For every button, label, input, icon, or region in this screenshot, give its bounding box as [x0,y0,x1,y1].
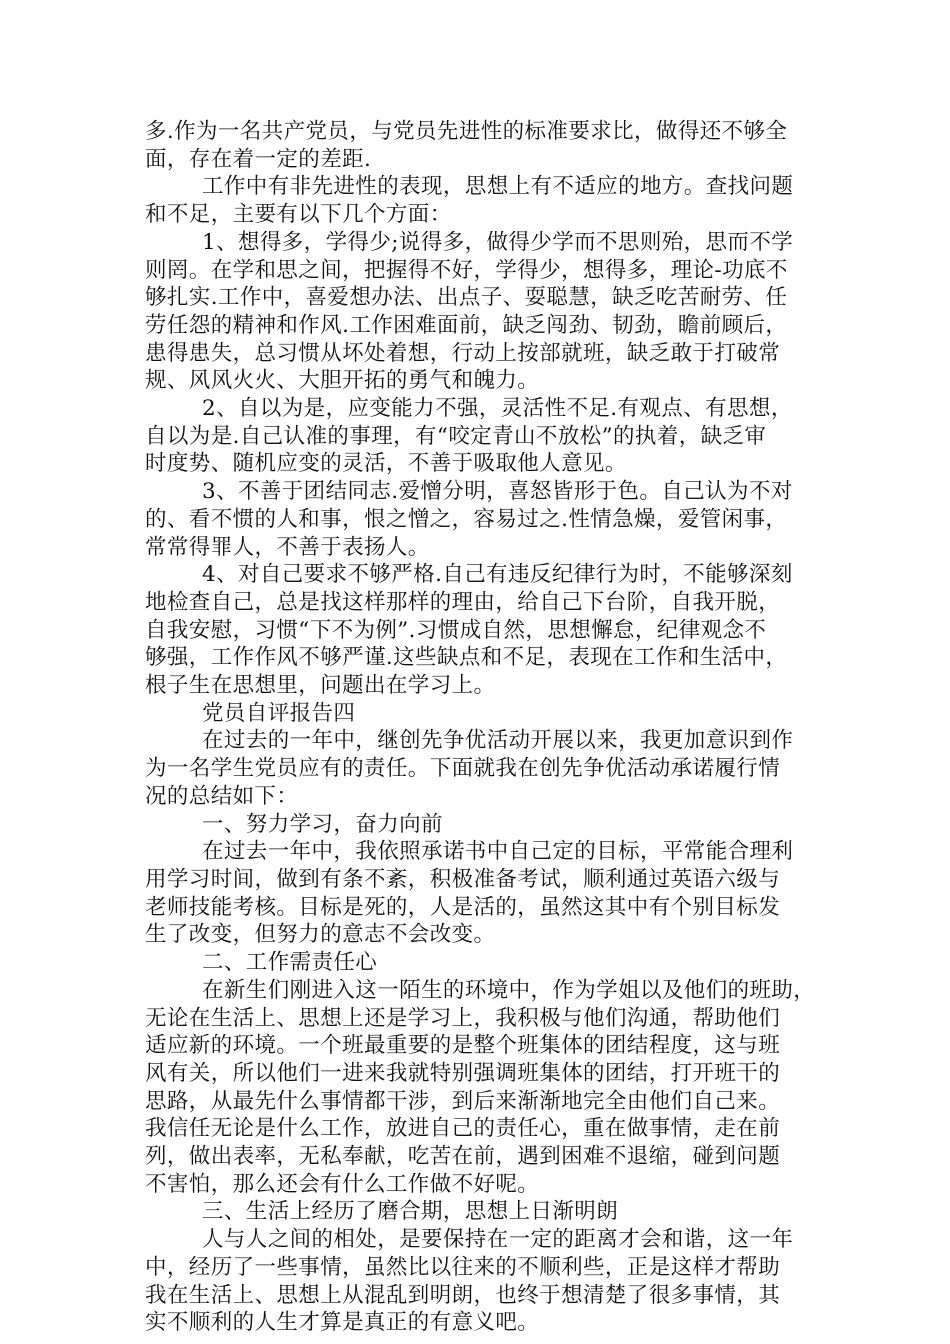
text-line: 老师技能考核。目标是死的，人是活的，虽然这其中有个别目标发 [145,894,781,920]
text-line: 思路，从最先什么事情都干涉，到后来渐渐地完全由他们自己来。 [145,1088,781,1114]
text-line: 不害怕，那么还会有什么工作做不好呢。 [145,1171,540,1197]
text-line: 够强，工作作风不够严谨.这些缺点和不足，表现在工作和生活中， [145,645,788,671]
text-line: 常常得罪人，不善于表扬人。 [145,534,430,560]
text-line: 4、对自己要求不够严格.自己有违反纪律行为时，不能够深刻 [202,562,793,588]
text-line: 人与人之间的相处，是要保持在一定的距离才会和谐，这一年 [202,1227,794,1253]
text-line: 根子生在思想里，问题出在学习上。 [145,673,496,699]
text-line: 2、自以为是，应变能力不强，灵活性不足.有观点、有思想， [202,396,793,422]
text-line: 况的总结如下： [145,783,299,809]
text-line: 和不足，主要有以下几个方面： [145,202,452,228]
text-line: 自以为是.自己认准的事理，有“咬定青山不放松”的执着，缺乏审 [145,423,767,449]
text-line: 风有关，所以他们一进来我就特别强调班集体的团结，打开班干的 [145,1060,781,1086]
text-line: 面，存在着一定的差距. [145,146,372,172]
text-line: 实不顺利的人生才算是真正的有意义吧。 [145,1310,540,1336]
text-line: 够扎实.工作中，喜爱想办法、出点子、耍聪慧，缺乏吃苦耐劳、任 [145,285,788,311]
text-line: 在新生们刚进入这一陌生的环境中，作为学姐以及他们的班助， [202,977,816,1003]
text-line: 我在生活上、思想上从混乱到明朗，也终于想清楚了很多事情，其 [145,1282,781,1308]
text-line: 地检查自己，总是找这样那样的理由，给自己下台阶，自我开脱， [145,589,781,615]
text-line: 1、想得多，学得少;说得多，做得少学而不思则殆，思而不学 [202,229,794,255]
text-line: 一、努力学习，奋力向前 [202,811,443,837]
text-line: 我信任无论是什么工作，放进自己的责任心，重在做事情，走在前 [145,1116,781,1142]
text-line: 的、看不惯的人和事，恨之憎之，容易过之.性情急燥，爱管闲事， [145,506,788,532]
text-line: 3、不善于团结同志.爱憎分明，喜怒皆形于色。自己认为不对 [202,479,793,505]
text-line: 患得患失，总习惯从坏处着想，行动上按部就班，缺乏敢于打破常 [145,340,781,366]
text-line: 为一名学生党员应有的责任。下面就我在创先争优活动承诺履行情 [145,756,781,782]
text-line: 自我安慰，习惯“下不为例”.习惯成自然，思想懈怠，纪律观念不 [145,617,767,643]
text-line: 在过去一年中，我依照承诺书中自己定的目标，平常能合理利 [202,839,794,865]
text-line: 时度势、随机应变的灵活，不善于吸取他人意见。 [145,451,627,477]
text-line: 用学习时间，做到有条不紊，积极准备考试，顺利通过英语六级与 [145,866,781,892]
text-line: 二、工作需责任心 [202,950,378,976]
text-line: 在过去的一年中，继创先争优活动开展以来，我更加意识到作 [202,728,794,754]
text-line: 列，做出表率，无私奉献，吃苦在前，遇到困难不退缩，碰到问题 [145,1144,781,1170]
text-line: 生了改变，但努力的意志不会改变。 [145,922,496,948]
text-line: 无论在生活上、思想上还是学习上，我积极与他们沟通，帮助他们 [145,1005,781,1031]
text-line: 适应新的环境。一个班最重要的是整个班集体的团结程度，这与班 [145,1033,781,1059]
document-body [145,118,829,1337]
text-line: 党员自评报告四 [202,700,356,726]
text-line: 则罔。在学和思之间，把握得不好，学得少，想得多，理论-功底不 [145,257,788,283]
text-line: 多.作为一名共产党员，与党员先进性的标准要求比，做得还不够全 [145,119,788,144]
text-line: 劳任怨的精神和作风.工作困难面前，缺乏闯劲、韧劲，瞻前顾后， [145,312,788,338]
text-line: 三、生活上经历了磨合期，思想上日渐明朗 [202,1199,619,1225]
text-line: 中，经历了一些事情，虽然比以往来的不顺利些，正是这样才帮助 [145,1254,781,1280]
text-line: 工作中有非先进性的表现，思想上有不适应的地方。查找问题 [202,174,794,200]
text-line: 规、风风火火、大胆开拓的勇气和魄力。 [145,368,540,394]
